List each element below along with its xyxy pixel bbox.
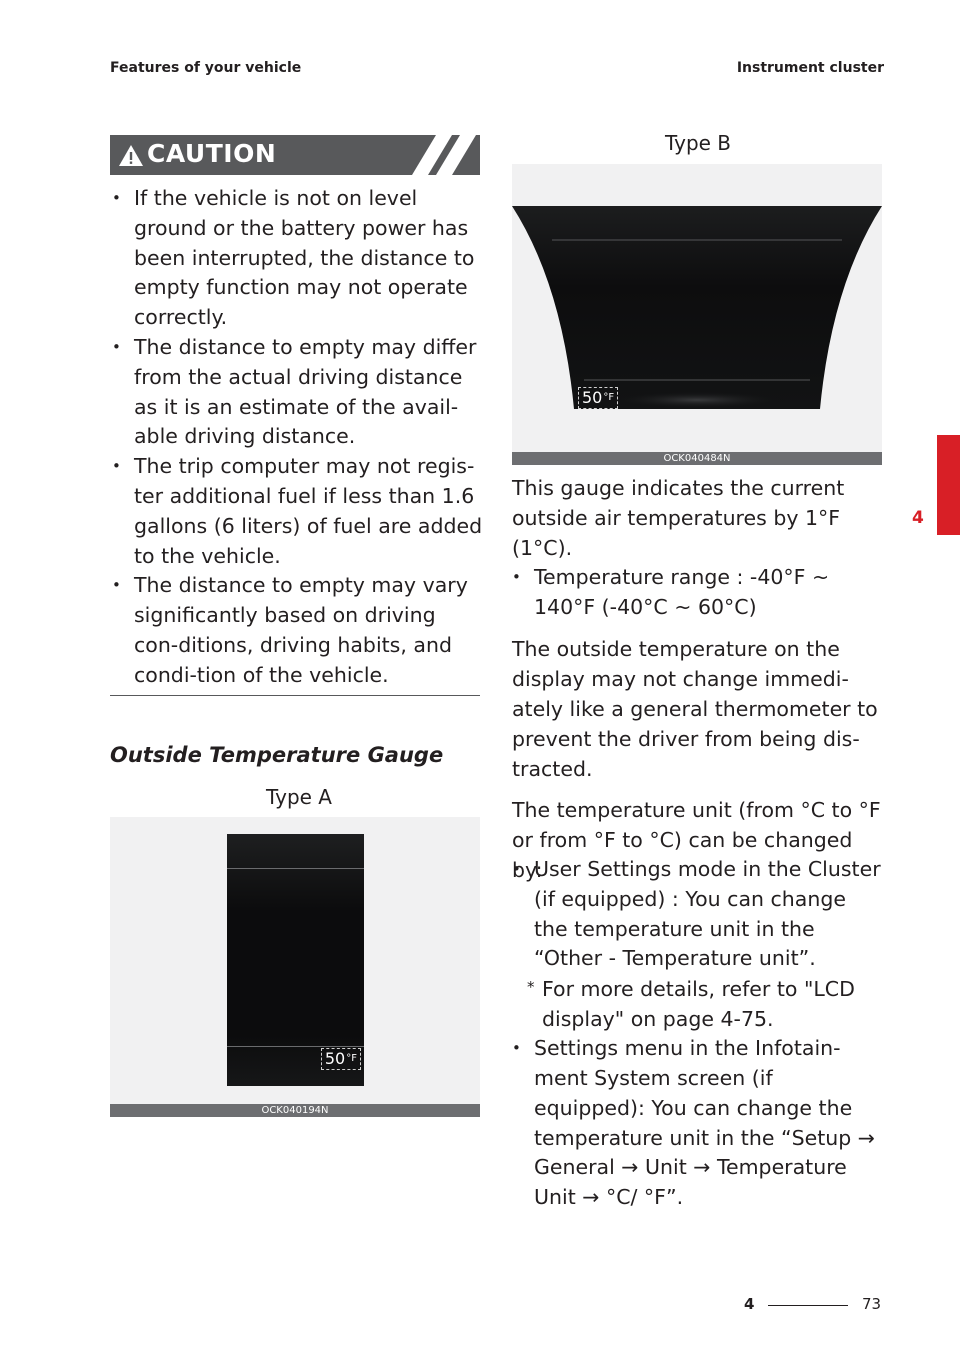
- type-b-label: Type B: [665, 131, 732, 155]
- outside-temp-readout: $50^{^\circ F}$: [321, 1048, 361, 1070]
- unit-change-item: • User Settings mode in the Cluster (if equipped) : You can change the temperature unit in the “Other - Temperature unit”. * For more details, refer to "LCD display" on page 4-75.: [512, 855, 884, 1034]
- section-heading: Outside Temperature Gauge: [110, 743, 444, 767]
- range-list: [512, 563, 884, 623]
- intro-paragraph: This gauge indicates the current outside air temperatures by 1°F (1°C).: [512, 476, 845, 560]
- reference-note: * For more details, refer to "LCD display" on page 4-75.: [512, 974, 884, 1034]
- warning-triangle-icon: [118, 143, 144, 167]
- page-number: 73: [862, 1295, 882, 1313]
- caution-item: • The distance to empty may differ from the actual driving distance as it is an estimate of the avail-able driving distance.: [112, 333, 484, 452]
- type-a-label: Type A: [266, 785, 332, 809]
- chapter-tab: [937, 435, 960, 535]
- figure-type-a: [110, 817, 480, 1117]
- caution-stripes: [390, 135, 480, 175]
- caution-title: CAUTION: [147, 139, 277, 168]
- figure-code: OCK040484N: [512, 452, 882, 465]
- caution-item: • The trip computer may not regis-ter additional fuel if less than 1.6 gallons (6 liters) of fuel are added to the vehicle.: [112, 452, 484, 571]
- caution-list: [112, 184, 484, 691]
- unit-change-list: [512, 855, 884, 1213]
- cluster-display-type-a: [227, 834, 364, 1086]
- caution-item: • The distance to empty may vary significantly based on driving con-ditions, driving habits, and condi-tion of the vehicle.: [112, 571, 484, 690]
- display-divider: [227, 1046, 364, 1047]
- unit-paragraph: The temperature unit (from °C to °F or from °F to °C) can be changed by:: [512, 798, 881, 882]
- caution-item: • If the vehicle is not on level ground or the battery power has been interrupted, the distance to empty function may not operate correctly.: [112, 184, 484, 333]
- caution-end-rule: [110, 695, 480, 696]
- range-item: • Temperature range : -40°F ~ 140°F (-40°C ~ 60°C): [512, 563, 884, 623]
- caution-banner: [110, 135, 480, 175]
- chapter-tab-number: 4: [912, 508, 924, 528]
- figure-code: OCK040194N: [110, 1104, 480, 1117]
- outside-temp-readout: $50^{^\circ F}$: [578, 387, 618, 409]
- header-section-title: Features of your vehicle: [110, 60, 302, 76]
- footer-divider: [768, 1305, 848, 1306]
- header-chapter-title: Instrument cluster: [736, 60, 884, 76]
- cluster-display-type-b: [512, 164, 882, 452]
- unit-change-item: • Settings menu in the Infotain-ment System screen (if equipped): You can change the temperature unit in the “Setup → General → Unit → Temperature Unit → °C/ °F”.: [512, 1034, 884, 1213]
- footer-chapter: 4: [744, 1295, 755, 1313]
- display-paragraph: The outside temperature on the display may not change immedi-ately like a general thermometer to prevent the driver from being dis-tracted.: [512, 637, 878, 781]
- figure-type-b: [512, 164, 882, 465]
- display-divider: [227, 868, 364, 869]
